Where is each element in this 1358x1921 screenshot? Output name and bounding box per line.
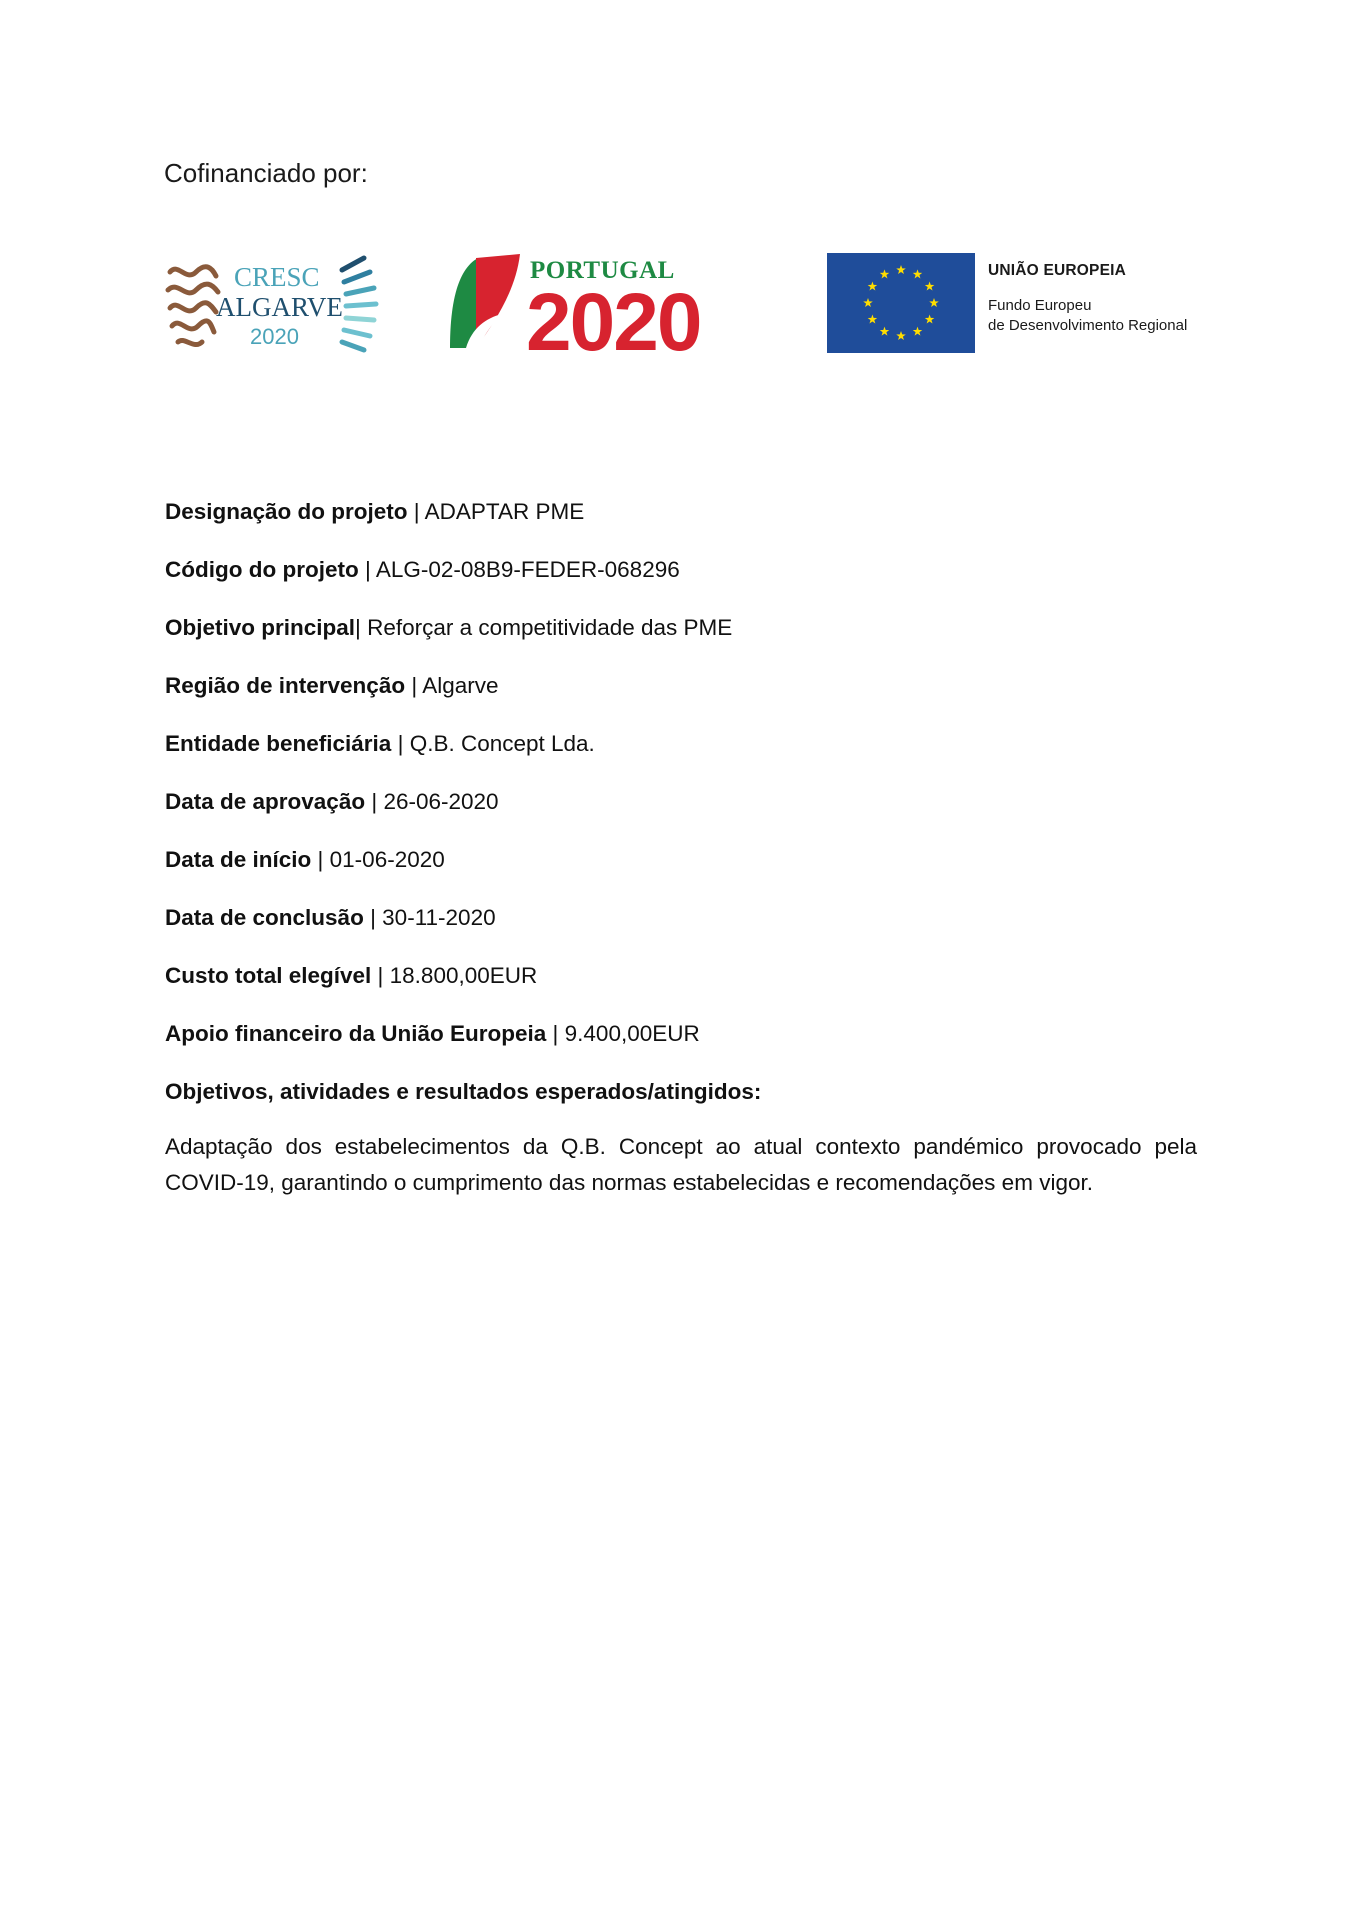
field-label: Data de conclusão <box>165 905 364 930</box>
field-data-conclusao <box>165 903 1197 961</box>
pt-year: 2020 <box>526 277 701 358</box>
field-separator: | <box>407 499 425 524</box>
field-value: 18.800,00EUR <box>389 963 538 988</box>
cresc-line1: CRESC <box>234 262 320 292</box>
field-value: 9.400,00EUR <box>564 1021 700 1046</box>
field-designacao <box>165 497 1197 555</box>
field-separator: | <box>355 615 368 640</box>
field-apoio-financeiro <box>165 1019 1197 1077</box>
eu-title: UNIÃO EUROPEIA <box>988 262 1127 279</box>
field-value: 01-06-2020 <box>329 847 445 872</box>
field-label: Região de intervenção <box>165 673 406 698</box>
field-label: Entidade beneficiária <box>165 731 392 756</box>
field-custo-total <box>165 961 1197 1019</box>
field-regiao <box>165 671 1197 729</box>
portugal-2020-logo <box>446 248 776 358</box>
field-objetivo <box>165 613 1197 671</box>
pt-word: PORTUGAL <box>530 257 675 284</box>
field-separator: | <box>391 731 410 756</box>
field-value: Q.B. Concept Lda. <box>409 731 595 756</box>
eu-fund-line2: de Desenvolvimento Regional <box>988 317 1188 334</box>
cresc-line2: ALGARVE <box>216 292 343 322</box>
objectives-paragraph: Adaptação dos estabelecimentos da Q.B. Concept ao atual contexto pandémico provocado pela COVID-19, garantindo o cumprimento das normas estabelecidas e recomendações em vigor. <box>165 1134 1197 1195</box>
eu-flag-icon <box>827 253 975 353</box>
field-separator: | <box>405 673 423 698</box>
cresc-line3: 2020 <box>250 324 299 349</box>
field-label: Custo total elegível <box>165 963 372 988</box>
field-separator: | <box>546 1021 565 1046</box>
field-value: Algarve <box>422 673 499 698</box>
field-codigo <box>165 555 1197 613</box>
field-label: Designação do projeto <box>165 499 408 524</box>
field-label: Data de aprovação <box>165 789 366 814</box>
cresc-wave-icon <box>168 267 218 345</box>
field-data-inicio <box>165 845 1197 903</box>
field-entidade <box>165 729 1197 787</box>
field-separator: | <box>311 847 330 872</box>
field-value: Reforçar a competitividade das PME <box>367 615 733 640</box>
field-separator: | <box>371 963 390 988</box>
field-label: Código do projeto <box>165 557 359 582</box>
project-fields <box>165 497 1197 1201</box>
eu-fund-line1: Fundo Europeu <box>988 297 1092 314</box>
portugal-flag-icon <box>450 254 520 348</box>
cofinanced-label: Cofinanciado por: <box>164 158 368 188</box>
eu-text-block <box>988 262 1228 336</box>
field-separator: | <box>365 789 384 814</box>
field-separator: | <box>363 905 383 930</box>
field-label: Data de início <box>165 847 312 872</box>
field-value: ADAPTAR PME <box>424 499 585 524</box>
field-value: 26-06-2020 <box>383 789 499 814</box>
field-label: Apoio financeiro da União Europeia <box>165 1021 547 1046</box>
field-value: 30-11-2020 <box>382 905 496 930</box>
field-label: Objetivo principal <box>165 615 356 640</box>
field-data-aprovacao <box>165 787 1197 845</box>
objectives-title: Objetivos, atividades e resultados esperados/atingidos: <box>165 1079 762 1104</box>
cresc-rays-icon <box>342 258 376 350</box>
field-separator: | <box>358 557 376 582</box>
field-value: ALG-02-08B9-FEDER-068296 <box>375 557 680 582</box>
cresc-algarve-logo <box>164 250 394 360</box>
